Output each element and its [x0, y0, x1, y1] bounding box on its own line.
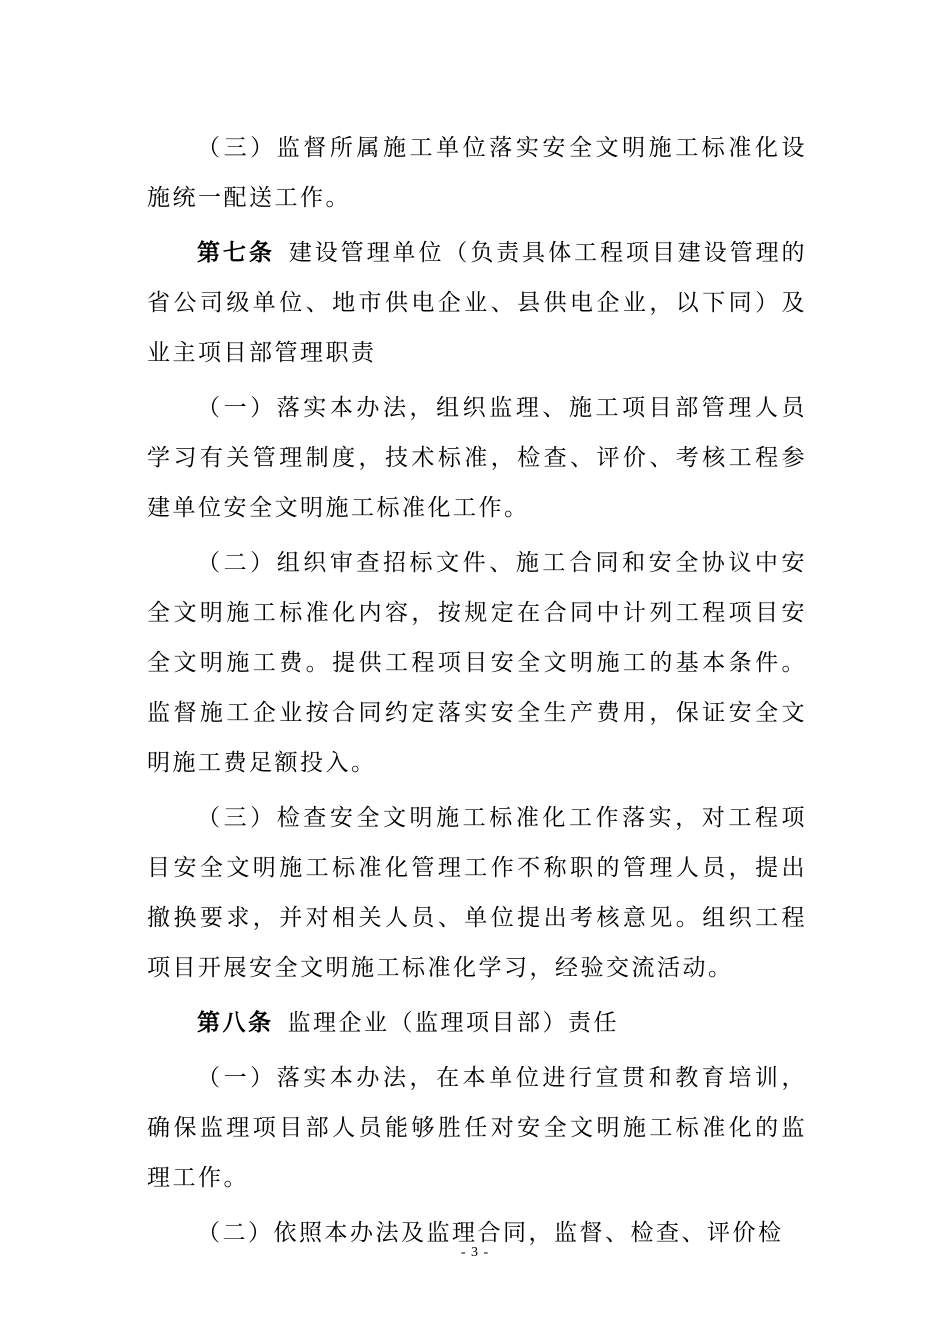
paragraph-text: （三）检查安全文明施工标准化工作落实，对工程项目安全文明施工标准化管理工作不称职的管理人员，提出撤换要求，并对相关人员、单位提出考核意见。组织工程项目开展安全文明施工标准化学习，经验交流活动。 [147, 805, 807, 981]
paragraph-item-2 [147, 538, 807, 788]
paragraph-text: （三）监督所属施工单位落实安全文明施工标准化设施统一配送工作。 [147, 135, 807, 211]
document-body [147, 123, 807, 1263]
article-title-text: 监理企业（监理项目部）责任 [287, 1010, 619, 1036]
article-heading: 第八条 [197, 1009, 274, 1036]
paragraph-item-3 [147, 793, 807, 993]
paragraph-text: （一）落实本办法，在本单位进行宣贯和教育培训，确保监理项目部人员能够胜任对安全文明施工标准化的监理工作。 [147, 1065, 807, 1191]
article-7-paragraph [147, 228, 807, 378]
paragraph-item-3 [147, 123, 807, 223]
article-heading: 第七条 [197, 239, 275, 266]
paragraph-text: （二）依照本办法及监理合同，监督、检查、评价检 [197, 1220, 784, 1246]
article-title-text: 建设管理单位（负责具体工程项目建设管理的省公司级单位、地市供电企业、县供电企业，以下同）及业主项目部管理职责 [147, 240, 808, 366]
page-number: - 3 - [460, 1245, 490, 1260]
paragraph-item-1 [147, 383, 807, 533]
paragraph-text: （二）组织审查招标文件、施工合同和安全协议中安全文明施工标准化内容，按规定在合同中计列工程项目安全文明施工费。提供工程项目安全文明施工的基本条件。监督施工企业按合同约定落实安全生产费用，保证安全文明施工费足额投入。 [147, 550, 807, 776]
paragraph-item-1 [147, 1053, 807, 1203]
article-8-paragraph [147, 998, 807, 1048]
paragraph-text: （一）落实本办法，组织监理、施工项目部管理人员学习有关管理制度，技术标准，检查、评价、考核工程参建单位安全文明施工标准化工作。 [147, 395, 807, 521]
